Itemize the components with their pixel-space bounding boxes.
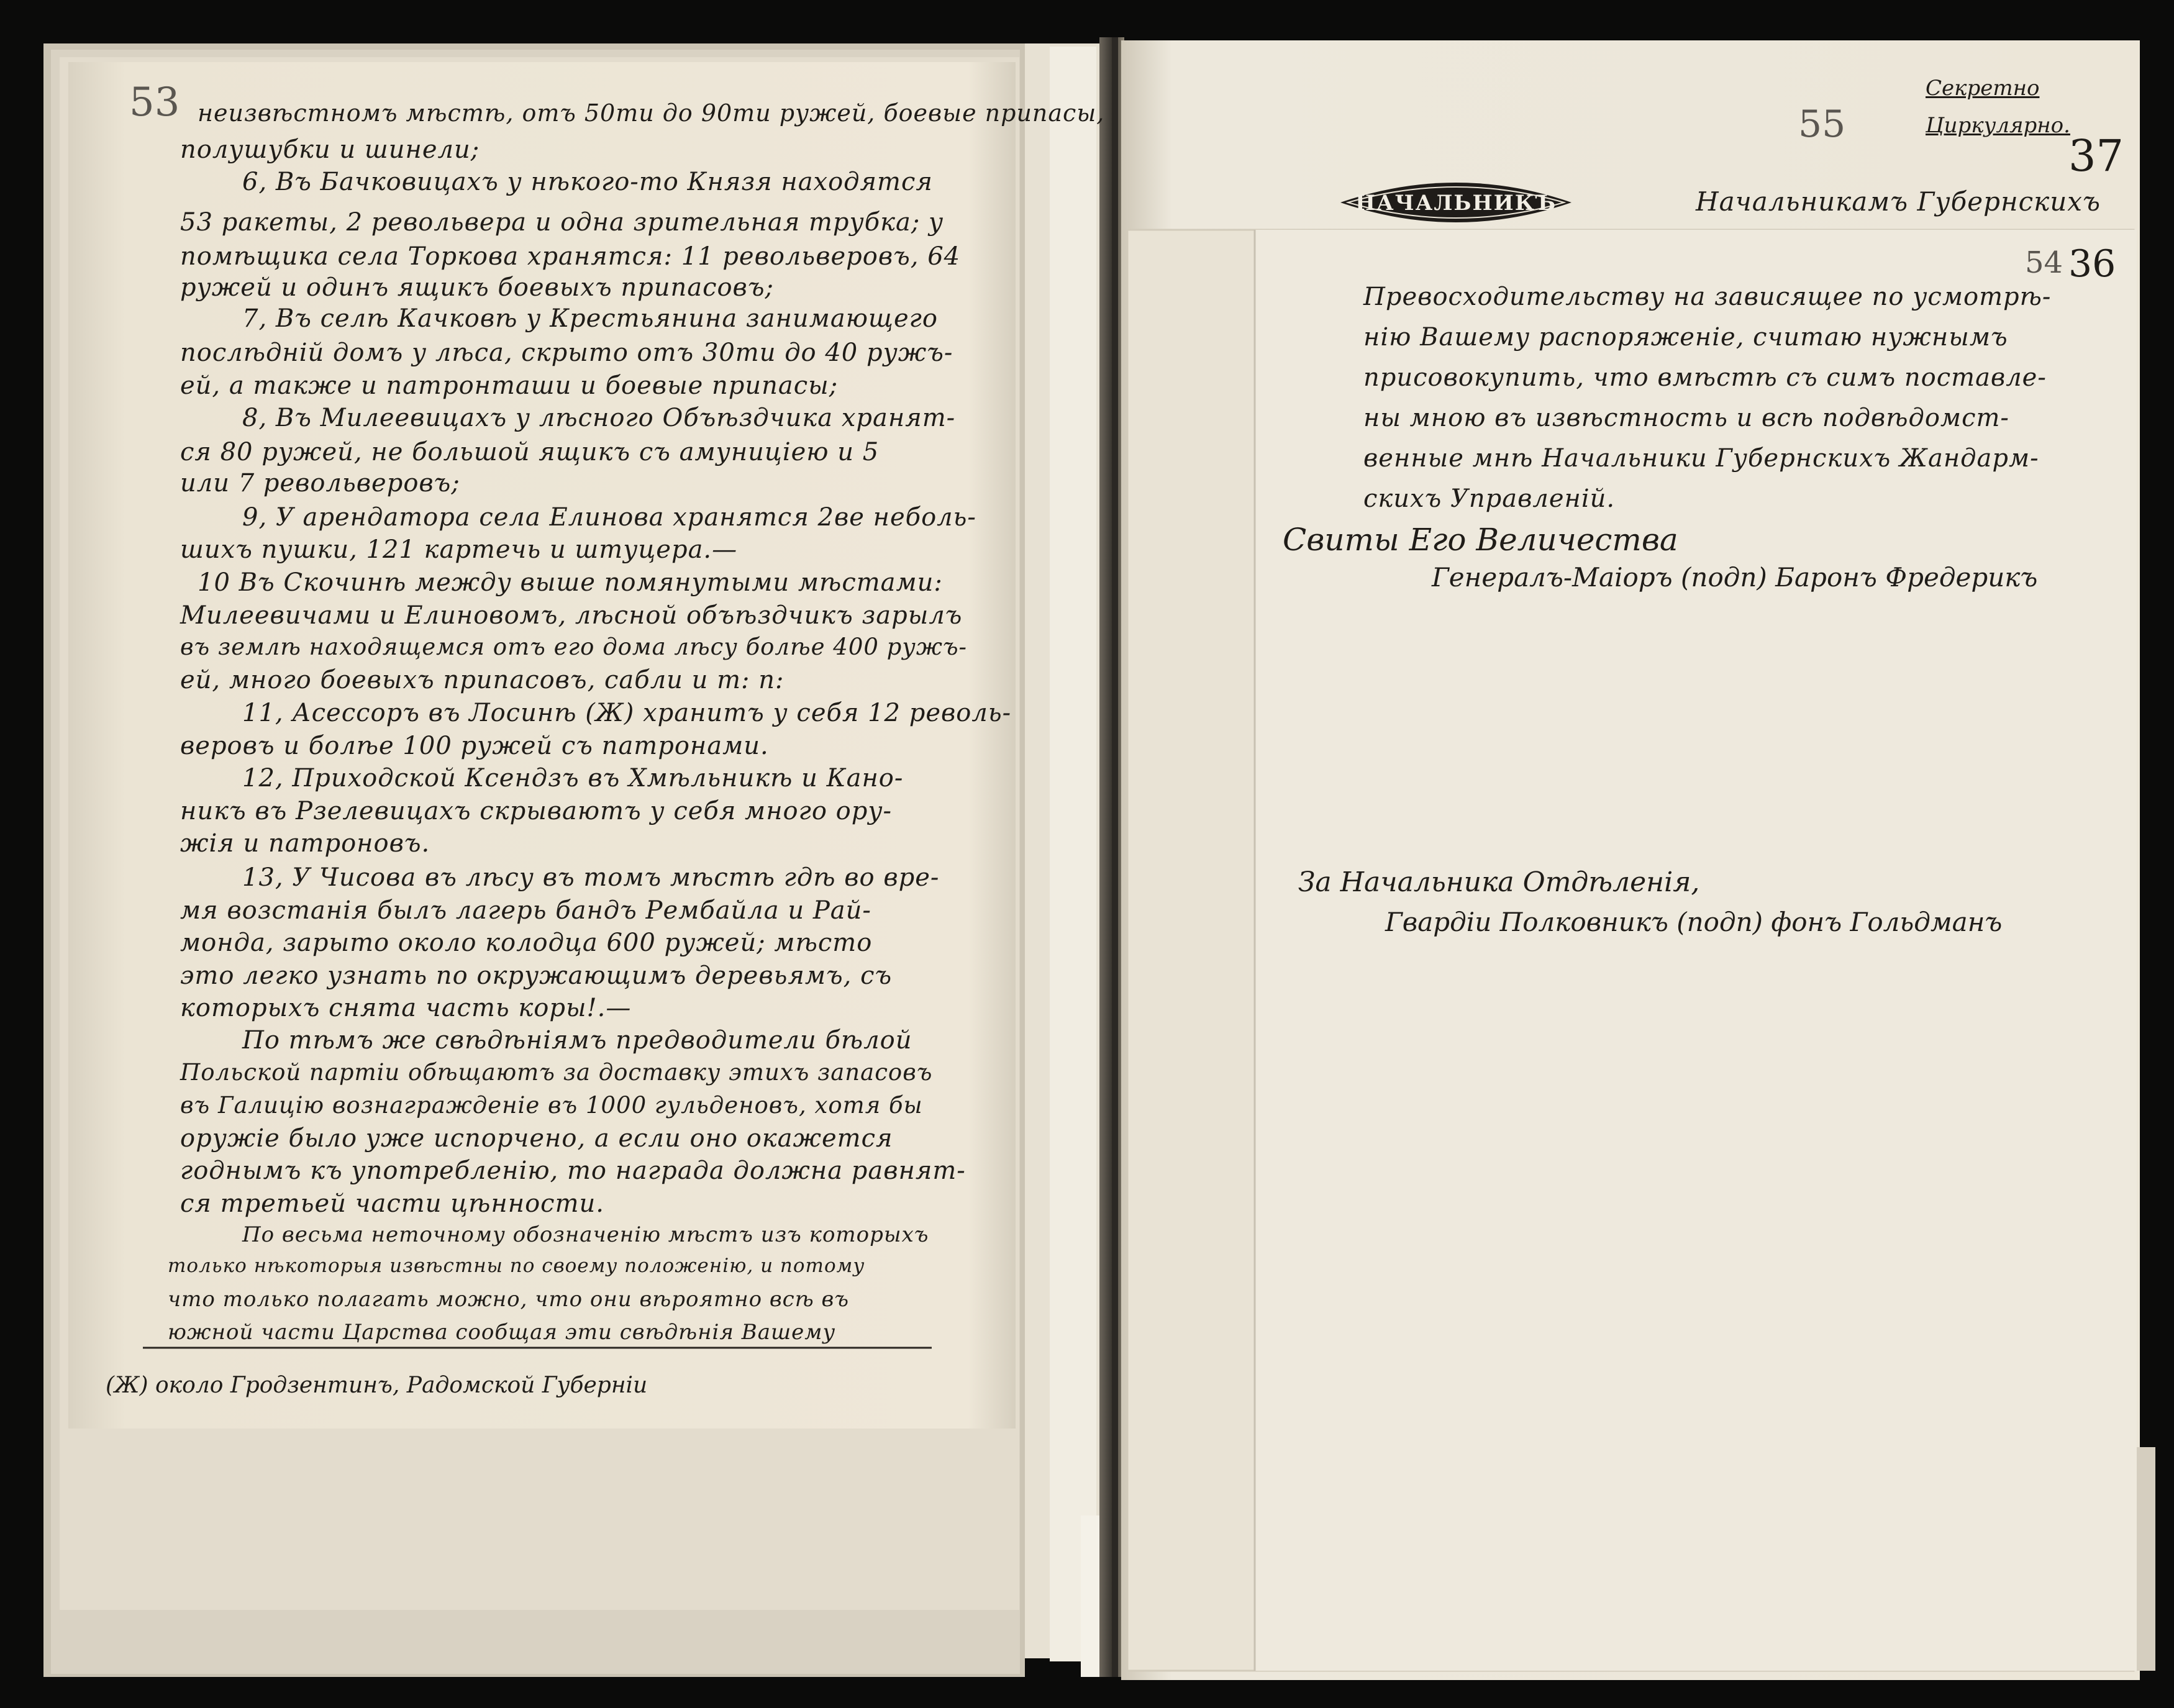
- signature-1-name: Генералъ-Маiоръ (подп) Баронъ Фредерикъ: [1432, 562, 2038, 593]
- left-line: ей, много боевыхъ припасовъ, сабли и т: п:: [180, 666, 785, 694]
- right-page-content: [1118, 0, 2174, 1708]
- signature-1-title: Свиты Его Величества: [1283, 522, 1678, 558]
- corner-note-secret: Секретно: [1926, 76, 2040, 101]
- left-line: ся третьей части цѣнности.: [180, 1189, 604, 1218]
- right-line: нiю Вашему распоряженiе, считаю нужнымъ: [1363, 323, 2008, 352]
- left-line: Милеевичами и Елиновомъ, лѣсной объѣздчикъ зарылъ: [180, 601, 963, 630]
- left-line: 12, Приходской Ксендзъ въ Хмѣльникѣ и Кано-: [242, 764, 904, 793]
- header-line: Начальникамъ Губернскихъ: [1696, 186, 2101, 217]
- left-line: жiя и патроновъ.: [180, 829, 430, 858]
- left-line: въ землѣ находящемся отъ его дома лѣсу болѣе 400 ружъ-: [180, 634, 968, 660]
- left-line: мя возстанiя былъ лагерь бандъ Рембайла и Рай-: [180, 896, 871, 925]
- left-line: оружiе было уже испорчено, а если оно окажется: [180, 1124, 893, 1153]
- left-line: 6, Въ Бачковицахъ у нѣкого-то Князя находятся: [242, 168, 933, 196]
- right-line: Превосходительству на зависящее по усмотрѣ-: [1363, 283, 2052, 311]
- left-line: неизвѣстномъ мѣстѣ, отъ 50ти до 90ти ружей, боевые припасы,: [198, 99, 1105, 127]
- left-line: послѣдній домъ у лѣса, скрыто отъ 30ти до 40 ружъ-: [180, 338, 953, 367]
- left-page-number: 53: [129, 79, 180, 125]
- left-line: ей, а также и патронташи и боевые припасы;: [180, 371, 839, 400]
- left-line: полушубки и шинели;: [180, 135, 480, 164]
- folio-number: 37: [2068, 130, 2124, 181]
- left-line: 7, Въ селѣ Качковѣ у Крестьянина занимающего: [242, 304, 938, 333]
- folio-number-pencil: 54: [2025, 245, 2063, 280]
- left-line: Польской партiи обѣщаютъ за доставку этихъ запасовъ: [180, 1059, 933, 1086]
- left-line: ся 80 ружей, не большой ящикъ съ амуницiею и 5: [180, 438, 880, 466]
- right-line: присовокупить, что вмѣстѣ съ симъ поставле-: [1363, 363, 2047, 392]
- left-line: 8, Въ Милеевицахъ у лѣсного Объѣздчика хранят-: [242, 404, 956, 432]
- stamp-text: НАЧАЛЬНИКЪ: [1355, 191, 1557, 216]
- left-line: что только полагать можно, что они вѣроятно всѣ въ: [168, 1287, 849, 1312]
- left-line: 11, Асессоръ въ Лосинѣ (Ж) хранитъ у себя 12 револь-: [242, 699, 1012, 727]
- signature-2-name: Гвардiи Полковникъ (подп) фонъ Гольдманъ: [1385, 907, 2003, 937]
- left-line: 9, У арендатора села Елинова хранятся 2ве неболь-: [242, 503, 976, 532]
- left-line: помѣщика села Торкова хранятся: 11 револьверовъ, 64: [180, 242, 961, 271]
- signature-2-title: За Начальника Отдѣленiя,: [1298, 866, 1700, 898]
- left-line: ружей и одинъ ящикъ боевыхъ припасовъ;: [180, 273, 774, 302]
- left-line: 53 ракеты, 2 револьвера и одна зрительная трубка; у: [180, 208, 944, 237]
- right-page-number: 55: [1798, 102, 1846, 146]
- left-line: По весьма неточному обозначенiю мѣстъ изъ которыхъ: [242, 1222, 929, 1247]
- left-line: 10 Въ Скочинѣ между выше помянутыми мѣстами:: [198, 568, 943, 597]
- left-line: только нѣкоторыя извѣстны по своему положенiю, и потому: [168, 1255, 865, 1277]
- left-footnote: (Ж) около Гродзентинъ, Радомской Губернiи: [106, 1373, 648, 1398]
- right-line: ны мною въ извѣстность и всѣ подвѣдомст-: [1363, 404, 2009, 432]
- right-line: скихъ Управленiй.: [1363, 484, 1616, 513]
- left-line: которыхъ снята часть коры!.—: [180, 994, 632, 1022]
- left-line: 13, У Чисова въ лѣсу въ томъ мѣстѣ гдѣ во вре-: [242, 863, 940, 892]
- corner-note-circular: Циркулярно.: [1926, 113, 2070, 138]
- left-line: никъ въ Рзелевицахъ скрываютъ у себя много ору-: [180, 797, 893, 825]
- left-line: или 7 револьверовъ;: [180, 469, 460, 497]
- folio-number-ink: 36: [2068, 242, 2116, 286]
- left-line: шихъ пушки, 121 картечь и штуцера.—: [180, 535, 738, 564]
- left-line: это легко узнать по окружающимъ деревьямъ, съ: [180, 961, 893, 990]
- left-line: годнымъ къ употребленiю, то награда должна равнят-: [180, 1156, 966, 1185]
- left-line: южной части Царства сообщая эти свѣдѣнiя Вашему: [168, 1320, 836, 1345]
- left-line: веровъ и болѣе 100 ружей съ патронами.: [180, 732, 769, 760]
- left-line: въ Галицiю вознагражденiе въ 1000 гульденовъ, хотя бы: [180, 1092, 923, 1119]
- left-line: монда, зарыто около колодца 600 ружей; мѣсто: [180, 929, 873, 957]
- left-line: По тѣмъ же свѣдѣнiямъ предводители бѣлой: [242, 1026, 912, 1055]
- right-line: венные мнѣ Начальники Губернскихъ Жандарм-: [1363, 444, 2039, 473]
